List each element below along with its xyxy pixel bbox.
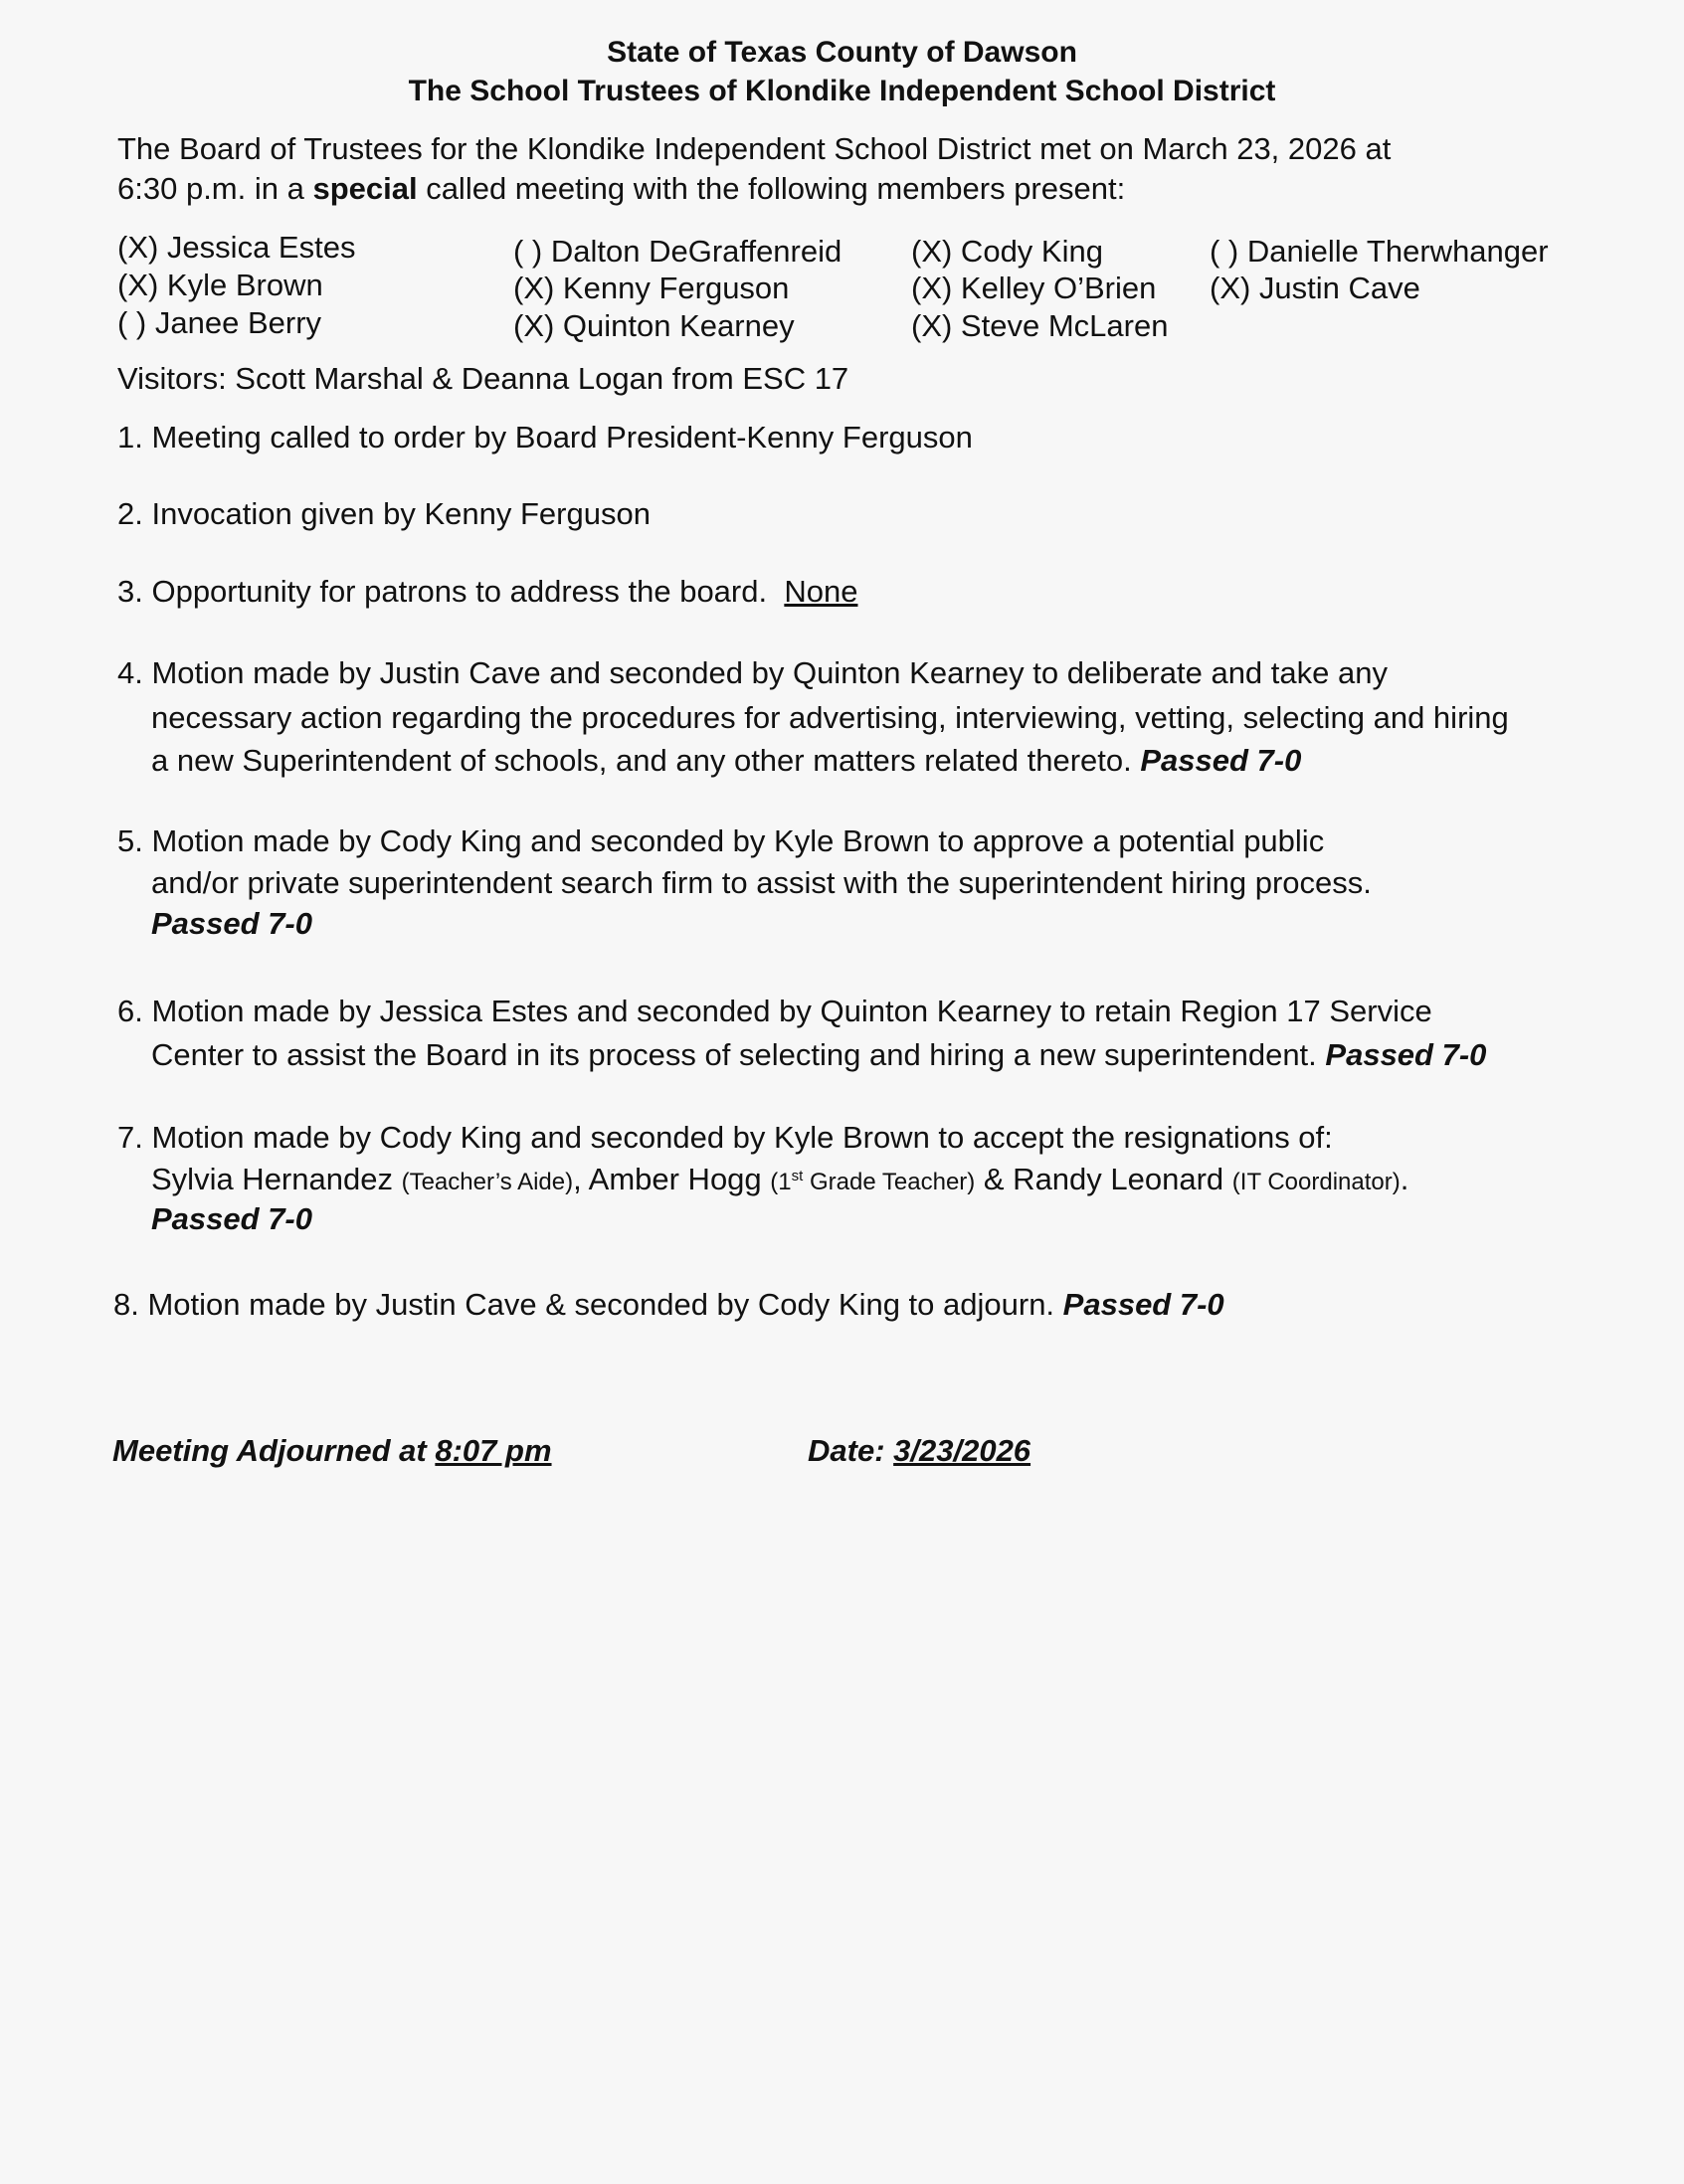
member: (X) Kelley O’Brien xyxy=(911,271,1157,305)
item-1: 1. Meeting called to order by Board President-Kenny Ferguson xyxy=(117,420,973,455)
role-text: Grade Teacher) xyxy=(803,1169,976,1195)
resignee: , Amber Hogg xyxy=(573,1162,771,1196)
punctuation: . xyxy=(1400,1162,1409,1196)
member: (X) Jessica Estes xyxy=(117,230,356,265)
item-2: 2. Invocation given by Kenny Ferguson xyxy=(117,496,651,531)
item-text: 8. Motion made by Justin Cave & seconded by Cody King to adjourn. xyxy=(113,1287,1055,1322)
vote-result: Passed 7-0 xyxy=(1062,1287,1224,1322)
vote-result: Passed 7-0 xyxy=(151,1201,312,1236)
item-4-line-2: necessary action regarding the procedures for advertising, interviewing, vetting, selecting and hiring xyxy=(151,700,1509,735)
item-7-line-2 xyxy=(151,1164,1408,1194)
intro-line-1: The Board of Trustees for the Klondike Independent School District met on March 23, 2026 at xyxy=(117,131,1392,166)
item-7-line-1: 7. Motion made by Cody King and seconded by Kyle Brown to accept the resignations of: xyxy=(117,1120,1333,1155)
role: (Teacher’s Aide) xyxy=(401,1169,574,1195)
value: 3/23/2026 xyxy=(893,1433,1031,1468)
item-text: 3. Opportunity for patrons to address the board. xyxy=(117,574,768,609)
member: ( ) Dalton DeGraffenreid xyxy=(513,234,842,269)
resignee: Sylvia Hernandez xyxy=(151,1162,402,1196)
item-3 xyxy=(117,576,857,607)
item-4-line-3 xyxy=(151,745,1301,776)
intro-line-2 xyxy=(117,173,1125,204)
member: (X) Kenny Ferguson xyxy=(513,271,790,305)
item-5-line-1: 5. Motion made by Cody King and seconded by Kyle Brown to approve a potential public xyxy=(117,823,1325,858)
header-line-2: The School Trustees of Klondike Independent School District xyxy=(408,75,1276,107)
item-3-none: None xyxy=(784,574,858,609)
vote-result: Passed 7-0 xyxy=(1140,743,1302,778)
role: (IT Coordinator) xyxy=(1231,1169,1401,1195)
vote-result: Passed 7-0 xyxy=(1325,1037,1487,1072)
vote-result: Passed 7-0 xyxy=(151,906,312,941)
member: (X) Kyle Brown xyxy=(117,268,323,302)
member: (X) Justin Cave xyxy=(1210,271,1420,305)
item-4-line-1: 4. Motion made by Justin Cave and seconded by Quinton Kearney to deliberate and take any xyxy=(117,655,1388,690)
intro-text: 6:30 p.m. in a xyxy=(117,171,313,206)
visitors: Visitors: Scott Marshal & Deanna Logan from ESC 17 xyxy=(117,361,849,396)
item-8 xyxy=(113,1289,1224,1320)
member: (X) Cody King xyxy=(911,234,1103,269)
meeting-type: special xyxy=(312,171,418,206)
meeting-date xyxy=(808,1435,1030,1466)
label: Meeting Adjourned at xyxy=(112,1433,436,1468)
role xyxy=(770,1169,975,1195)
member: (X) Steve McLaren xyxy=(911,308,1169,343)
resignee: & Randy Leonard xyxy=(975,1162,1232,1196)
intro-text: called meeting with the following members present: xyxy=(417,171,1126,206)
member: ( ) Danielle Therwhanger xyxy=(1210,234,1549,269)
member: ( ) Janee Berry xyxy=(117,305,322,340)
ordinal: st xyxy=(791,1168,804,1184)
role-text: (1 xyxy=(770,1169,792,1195)
item-6-line-2 xyxy=(151,1039,1486,1070)
header-line-1: State of Texas County of Dawson xyxy=(607,36,1077,69)
adjourned-time xyxy=(112,1435,552,1466)
item-6-line-1: 6. Motion made by Jessica Estes and seconded by Quinton Kearney to retain Region 17 Service xyxy=(117,994,1432,1028)
item-text: Center to assist the Board in its process of selecting and hiring a new superintendent. xyxy=(151,1037,1317,1072)
item-text: a new Superintendent of schools, and any other matters related thereto. xyxy=(151,743,1132,778)
member: (X) Quinton Kearney xyxy=(513,308,795,343)
label: Date: xyxy=(808,1433,894,1468)
value: 8:07 pm xyxy=(435,1433,552,1468)
item-5-line-2: and/or private superintendent search firm to assist with the superintendent hiring process. xyxy=(151,865,1372,900)
